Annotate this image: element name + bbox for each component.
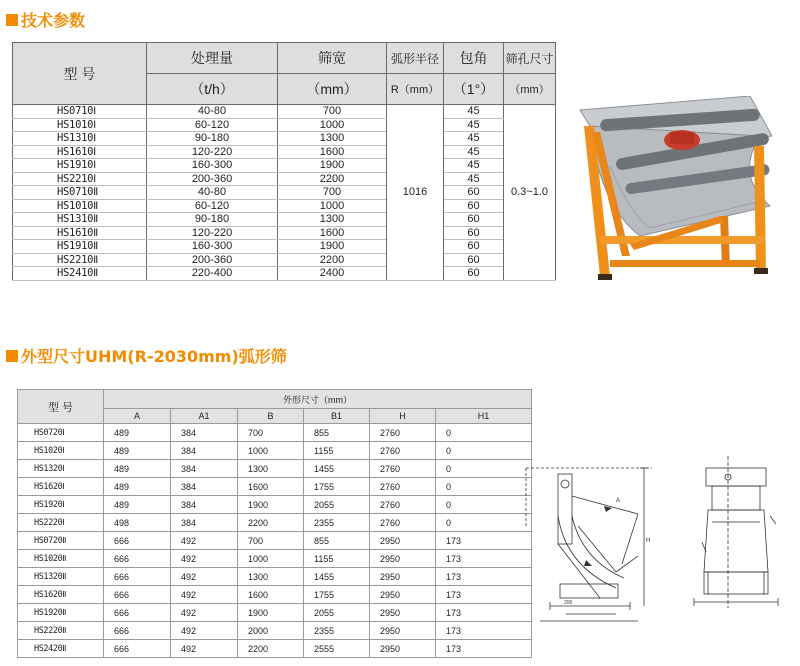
- header-B: B: [238, 409, 304, 424]
- technical-params-table: [12, 42, 556, 281]
- table-row: [13, 186, 556, 200]
- cell-model: HS1610Ⅱ: [13, 226, 147, 240]
- cell-h: 2760: [370, 514, 436, 532]
- table-row: [18, 568, 532, 586]
- table-row: [13, 240, 556, 254]
- cell-capacity: 60-120: [147, 118, 278, 132]
- cell-b: 1300: [238, 568, 304, 586]
- cell-b1: 2055: [304, 604, 370, 622]
- cell-a: 489: [104, 424, 171, 442]
- cell-h: 2950: [370, 640, 436, 658]
- cell-b1: 855: [304, 532, 370, 550]
- cell-angle: 60: [444, 199, 504, 213]
- cell-b1: 2355: [304, 514, 370, 532]
- header-width: 筛宽: [278, 43, 387, 74]
- cell-a: 666: [104, 586, 171, 604]
- cell-b1: 2555: [304, 640, 370, 658]
- table-row: [18, 514, 532, 532]
- header-dimensions-group: 外形尺寸（mm）: [104, 390, 532, 409]
- cell-a1: 384: [171, 460, 238, 478]
- section-title-technical-params: [6, 8, 85, 31]
- table-row: [13, 199, 556, 213]
- cell-h1: 173: [436, 550, 532, 568]
- cell-width: 1000: [278, 118, 387, 132]
- cell-angle: 60: [444, 186, 504, 200]
- cell-h1: 173: [436, 568, 532, 586]
- section-title-text: 外型尺寸UHM(R-2030mm)弧形筛: [21, 347, 287, 366]
- cell-model: HS2210Ⅱ: [13, 253, 147, 267]
- cell-width: 1900: [278, 159, 387, 173]
- cell-a: 489: [104, 478, 171, 496]
- cell-capacity: 40-80: [147, 186, 278, 200]
- cell-h1: 0: [436, 514, 532, 532]
- table-row: [13, 267, 556, 281]
- cell-b: 1900: [238, 604, 304, 622]
- cell-a1: 492: [171, 622, 238, 640]
- cell-a: 666: [104, 604, 171, 622]
- cell-angle: 45: [444, 145, 504, 159]
- cell-model: HS1020Ⅰ: [18, 442, 104, 460]
- cell-angle: 45: [444, 105, 504, 119]
- cell-width: 1000: [278, 199, 387, 213]
- cell-capacity: 60-120: [147, 199, 278, 213]
- cell-model: HS2220Ⅰ: [18, 514, 104, 532]
- cell-capacity: 40-80: [147, 105, 278, 119]
- table-row: [13, 226, 556, 240]
- cell-model: HS2420Ⅱ: [18, 640, 104, 658]
- table-row: [13, 213, 556, 227]
- cell-h1: 0: [436, 424, 532, 442]
- cell-b1: 2055: [304, 496, 370, 514]
- cell-b: 2200: [238, 514, 304, 532]
- header-angle: 包角: [444, 43, 504, 74]
- cell-angle: 60: [444, 213, 504, 227]
- table-row: [18, 550, 532, 568]
- cell-a: 666: [104, 550, 171, 568]
- cell-h: 2950: [370, 622, 436, 640]
- header-aperture-unit: （mm）: [504, 74, 556, 105]
- cell-model: HS1320Ⅰ: [18, 460, 104, 478]
- cell-capacity: 200-360: [147, 253, 278, 267]
- cell-a1: 492: [171, 532, 238, 550]
- table-row: [13, 145, 556, 159]
- side-view-drawing: [520, 456, 658, 628]
- cell-a: 666: [104, 568, 171, 586]
- cell-capacity: 220-400: [147, 267, 278, 281]
- cell-b: 700: [238, 532, 304, 550]
- front-view-drawing: [688, 452, 784, 612]
- cell-b1: 1755: [304, 586, 370, 604]
- cell-angle: 45: [444, 159, 504, 173]
- table-row: [13, 132, 556, 146]
- cell-width: 700: [278, 105, 387, 119]
- cell-angle: 45: [444, 132, 504, 146]
- header-radius-unit: R（mm）: [387, 74, 444, 105]
- table-row: [13, 159, 556, 173]
- table-row: [18, 622, 532, 640]
- header-A1: A1: [171, 409, 238, 424]
- cell-angle: 60: [444, 226, 504, 240]
- cell-model: HS1910Ⅰ: [13, 159, 147, 173]
- table-row: [18, 532, 532, 550]
- cell-h: 2950: [370, 550, 436, 568]
- cell-a1: 492: [171, 604, 238, 622]
- cell-b1: 1755: [304, 478, 370, 496]
- cell-model: HS1020Ⅱ: [18, 550, 104, 568]
- header-model: 型 号: [13, 43, 147, 105]
- cell-model: HS1010Ⅱ: [13, 199, 147, 213]
- cell-a1: 384: [171, 514, 238, 532]
- cell-h1: 0: [436, 478, 532, 496]
- table-row: [13, 118, 556, 132]
- cell-model: HS1620Ⅰ: [18, 478, 104, 496]
- cell-capacity: 200-360: [147, 172, 278, 186]
- cell-width: 1600: [278, 226, 387, 240]
- cell-model: HS0710Ⅱ: [13, 186, 147, 200]
- cell-b1: 1155: [304, 550, 370, 568]
- cell-capacity: 120-220: [147, 226, 278, 240]
- header-H: H: [370, 409, 436, 424]
- cell-h1: 0: [436, 460, 532, 478]
- section-title-dimensions: [6, 344, 287, 367]
- cell-a1: 492: [171, 586, 238, 604]
- cell-b: 1000: [238, 550, 304, 568]
- table-row: [18, 478, 532, 496]
- cell-a1: 384: [171, 496, 238, 514]
- cell-model: HS2210Ⅰ: [13, 172, 147, 186]
- dimensions-table: [17, 389, 532, 658]
- cell-b: 1300: [238, 460, 304, 478]
- cell-a: 498: [104, 514, 171, 532]
- cell-h1: 173: [436, 586, 532, 604]
- cell-angle: 60: [444, 267, 504, 281]
- cell-model: HS1920Ⅰ: [18, 496, 104, 514]
- cell-width: 2200: [278, 172, 387, 186]
- cell-a: 666: [104, 640, 171, 658]
- cell-a: 666: [104, 622, 171, 640]
- arc-screen-photo: [570, 96, 782, 288]
- cell-h1: 173: [436, 640, 532, 658]
- cell-a1: 492: [171, 550, 238, 568]
- header-model: 型 号: [18, 390, 104, 424]
- cell-a: 489: [104, 460, 171, 478]
- cell-h: 2760: [370, 478, 436, 496]
- cell-h1: 173: [436, 622, 532, 640]
- cell-model: HS1320Ⅱ: [18, 568, 104, 586]
- cell-radius-merged: 1016: [387, 105, 444, 281]
- table-row: [18, 460, 532, 478]
- table-row: [18, 424, 532, 442]
- cell-model: HS0720Ⅱ: [18, 532, 104, 550]
- cell-h1: 0: [436, 442, 532, 460]
- cell-h1: 0: [436, 496, 532, 514]
- header-radius: 弧形半径: [387, 43, 444, 74]
- table-row: [18, 640, 532, 658]
- cell-b: 1000: [238, 442, 304, 460]
- cell-model: HS1010Ⅰ: [13, 118, 147, 132]
- header-A: A: [104, 409, 171, 424]
- cell-b: 1900: [238, 496, 304, 514]
- cell-model: HS1610Ⅰ: [13, 145, 147, 159]
- header-capacity: 处理量: [147, 43, 278, 74]
- cell-width: 2200: [278, 253, 387, 267]
- cell-a1: 492: [171, 568, 238, 586]
- table-row: [18, 586, 532, 604]
- cell-angle: 60: [444, 240, 504, 254]
- section-title-text: 技术参数: [21, 11, 86, 30]
- cell-model: HS2410Ⅱ: [13, 267, 147, 281]
- cell-b: 1600: [238, 586, 304, 604]
- table-row: [18, 496, 532, 514]
- label-dim1: 200: [564, 600, 573, 606]
- cell-angle: 60: [444, 253, 504, 267]
- cell-model: HS1310Ⅱ: [13, 213, 147, 227]
- cell-capacity: 120-220: [147, 145, 278, 159]
- cell-width: 1300: [278, 213, 387, 227]
- cell-width: 1900: [278, 240, 387, 254]
- cell-capacity: 160-300: [147, 240, 278, 254]
- cell-h: 2760: [370, 496, 436, 514]
- table-row: [13, 253, 556, 267]
- cell-model: HS1310Ⅰ: [13, 132, 147, 146]
- cell-h: 2760: [370, 460, 436, 478]
- cell-model: HS1920Ⅱ: [18, 604, 104, 622]
- cell-a1: 492: [171, 640, 238, 658]
- cell-width: 2400: [278, 267, 387, 281]
- header-aperture: 筛孔尺寸: [504, 43, 556, 74]
- cell-h1: 173: [436, 604, 532, 622]
- cell-h1: 173: [436, 532, 532, 550]
- cell-h: 2760: [370, 424, 436, 442]
- cell-model: HS0720Ⅰ: [18, 424, 104, 442]
- header-H1: H1: [436, 409, 532, 424]
- cell-aperture-merged: 0.3~1.0: [504, 105, 556, 281]
- cell-width: 1300: [278, 132, 387, 146]
- cell-a1: 384: [171, 424, 238, 442]
- cell-a1: 384: [171, 442, 238, 460]
- cell-model: HS2220Ⅱ: [18, 622, 104, 640]
- header-width-unit: （mm）: [278, 74, 387, 105]
- cell-capacity: 90-180: [147, 213, 278, 227]
- cell-a: 489: [104, 442, 171, 460]
- cell-h: 2950: [370, 568, 436, 586]
- cell-a: 666: [104, 532, 171, 550]
- cell-b: 2200: [238, 640, 304, 658]
- label-H: H: [646, 538, 651, 544]
- header-angle-unit: （1°）: [444, 74, 504, 105]
- header-B1: B1: [304, 409, 370, 424]
- orange-square-icon: [6, 14, 18, 26]
- cell-b1: 2355: [304, 622, 370, 640]
- cell-h: 2760: [370, 442, 436, 460]
- table-row: [13, 172, 556, 186]
- table-row: [13, 105, 556, 119]
- table-row: [18, 442, 532, 460]
- cell-b1: 1455: [304, 460, 370, 478]
- cell-h: 2950: [370, 586, 436, 604]
- cell-h: 2950: [370, 532, 436, 550]
- label-A: A: [616, 498, 621, 504]
- cell-b1: 1455: [304, 568, 370, 586]
- table-row: [18, 604, 532, 622]
- cell-angle: 45: [444, 172, 504, 186]
- cell-a: 489: [104, 496, 171, 514]
- cell-a1: 384: [171, 478, 238, 496]
- cell-model: HS0710Ⅰ: [13, 105, 147, 119]
- cell-capacity: 160-300: [147, 159, 278, 173]
- cell-b: 2000: [238, 622, 304, 640]
- cell-b1: 1155: [304, 442, 370, 460]
- cell-width: 700: [278, 186, 387, 200]
- orange-square-icon: [6, 350, 18, 362]
- cell-b: 1600: [238, 478, 304, 496]
- cell-h: 2950: [370, 604, 436, 622]
- header-capacity-unit: （t/h）: [147, 74, 278, 105]
- cell-angle: 45: [444, 118, 504, 132]
- cell-model: HS1910Ⅱ: [13, 240, 147, 254]
- cell-capacity: 90-180: [147, 132, 278, 146]
- cell-b: 700: [238, 424, 304, 442]
- cell-width: 1600: [278, 145, 387, 159]
- cell-b1: 855: [304, 424, 370, 442]
- cell-model: HS1620Ⅱ: [18, 586, 104, 604]
